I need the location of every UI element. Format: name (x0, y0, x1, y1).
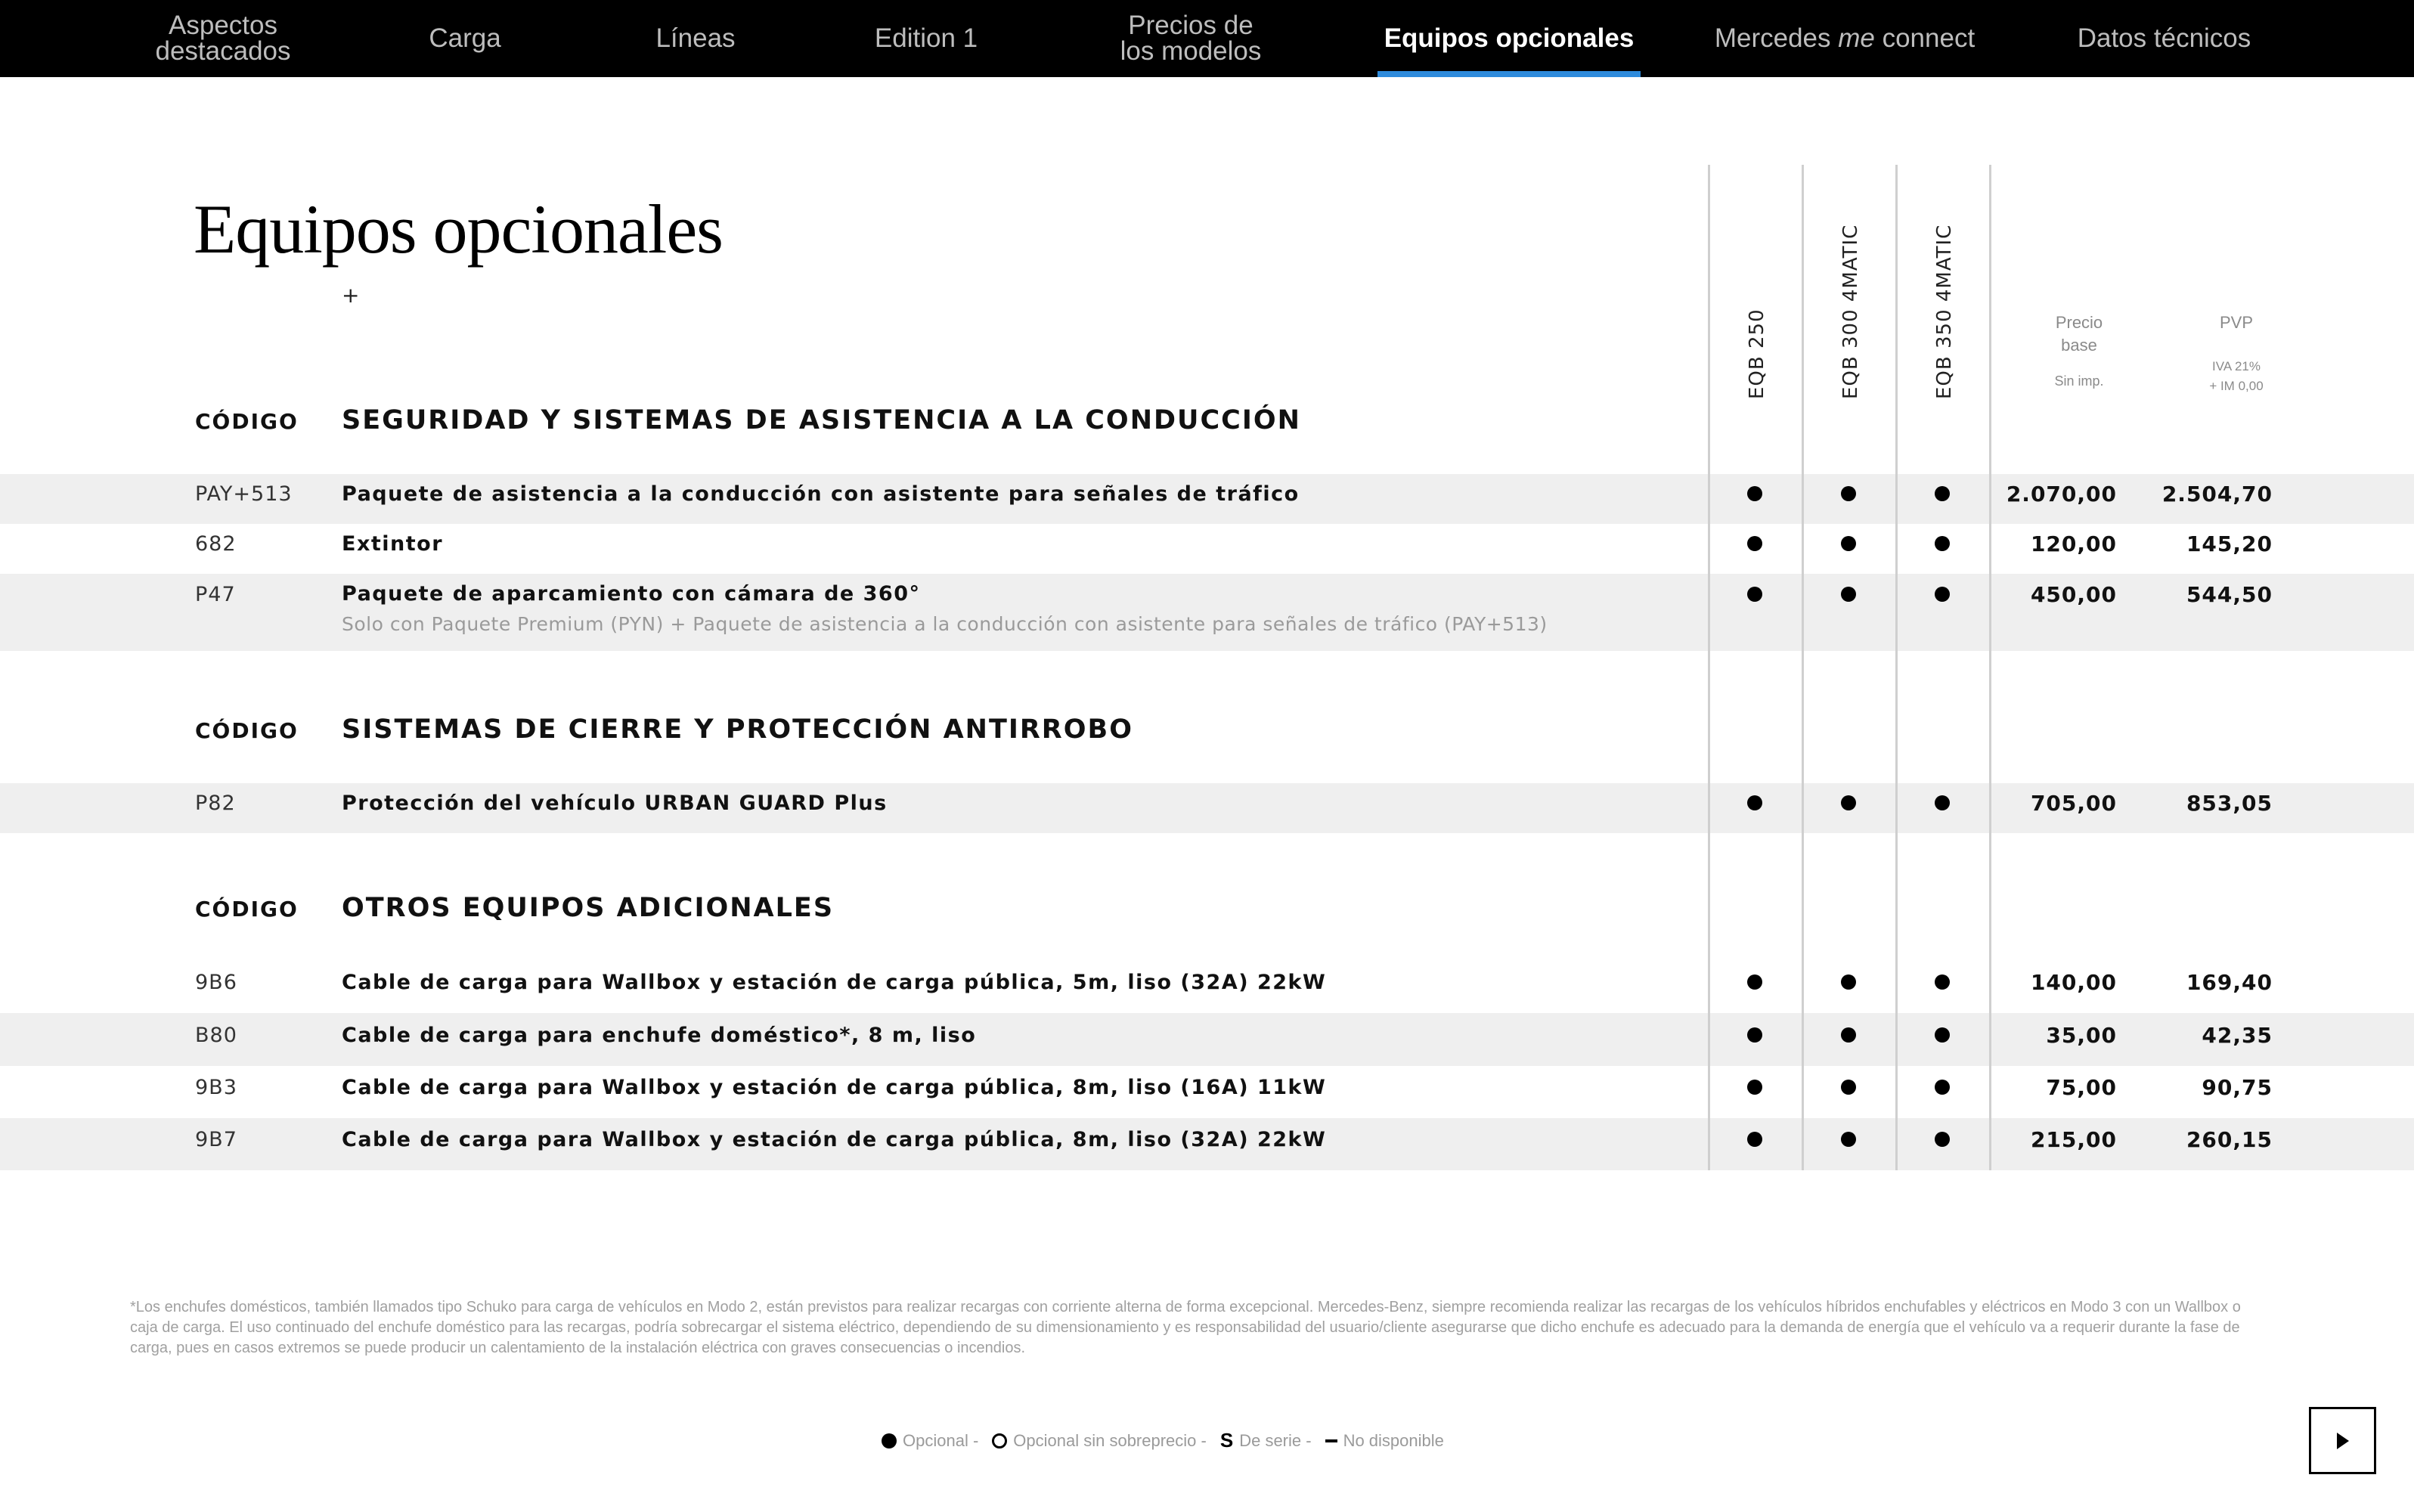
column-header-label: EQB 350 4MATIC (1933, 224, 1956, 399)
row-description: Cable de carga para enchufe doméstico*, 8 m, liso (342, 1024, 977, 1047)
nav-connect-text: connect (1874, 23, 1976, 53)
column-header-eqb-350-4matic (1922, 210, 1967, 399)
precio-base-value: 2.070,00 (2006, 482, 2117, 507)
optional-dot (1841, 1027, 1856, 1043)
open-circle-icon (992, 1433, 1007, 1448)
legend-no-disponible: No disponible (1343, 1430, 1444, 1450)
column-divider (1802, 165, 1804, 1170)
pvp-value: 90,75 (2202, 1075, 2273, 1100)
pvp-value: 260,15 (2186, 1127, 2273, 1152)
nav-tab-mercedes-me-connect[interactable] (1701, 0, 1988, 77)
nav-mercedes-text: Mercedes (1714, 23, 1839, 53)
column-header-label: EQB 250 (1746, 308, 1768, 399)
dash-icon (1325, 1439, 1337, 1442)
column-divider (1895, 165, 1898, 1170)
optional-dot (1935, 587, 1950, 602)
pvp-value: 169,40 (2186, 970, 2273, 995)
row-code: 9B3 (195, 1076, 237, 1099)
optional-dot (1935, 974, 1950, 990)
row-description: Cable de carga para Wallbox y estación de carga pública, 8m, liso (32A) 22kW (342, 1128, 1327, 1151)
row-description: Protección del vehículo URBAN GUARD Plus (342, 792, 888, 815)
nav-tab-edition-1[interactable]: Edition 1 (874, 23, 978, 53)
row-description: Paquete de aparcamiento con cámara de 360° (342, 582, 921, 606)
nav-tab-datos-tecnicos[interactable]: Datos técnicos (2077, 23, 2251, 53)
row-code: P82 (195, 792, 236, 815)
page-title: Equipos opcionales (194, 191, 723, 268)
optional-dot (1747, 1080, 1762, 1095)
precio-base-value: 705,00 (2030, 791, 2117, 816)
precio-base-value: 120,00 (2030, 531, 2117, 556)
row-code: 9B7 (195, 1128, 237, 1151)
optional-dot (1841, 795, 1856, 810)
row-code: B80 (195, 1024, 237, 1047)
optional-dot (1841, 1080, 1856, 1095)
legend (882, 1429, 1444, 1452)
section-code-label: CÓDIGO (195, 718, 299, 743)
precio-base-value: 215,00 (2030, 1127, 2117, 1152)
nav-tab-lineas[interactable]: Líneas (655, 23, 736, 53)
row-description: Cable de carga para Wallbox y estación de carga pública, 8m, liso (16A) 11kW (342, 1076, 1327, 1099)
column-header-pvp (2191, 311, 2282, 396)
pvp-sub1: IVA 21% (2212, 359, 2261, 373)
row-description: Extintor (342, 532, 444, 556)
row-code: PAY+513 (195, 482, 293, 506)
precio-base-line2: base (2061, 336, 2097, 355)
section-code-label: CÓDIGO (195, 409, 299, 434)
optional-dot (1935, 1080, 1950, 1095)
section-title-otros: OTROS EQUIPOS ADICIONALES (342, 893, 835, 923)
optional-dot (1841, 1132, 1856, 1147)
column-divider (1989, 165, 1991, 1170)
column-divider (1708, 165, 1710, 1170)
pvp-value: 2.504,70 (2161, 482, 2273, 507)
precio-base-line1: Precio (2055, 313, 2103, 332)
nav-tab-carga[interactable]: Carga (429, 23, 501, 53)
pvp-value: 544,50 (2186, 582, 2273, 607)
optional-dot (1935, 1027, 1950, 1043)
nav-tab-precios-modelos[interactable]: Precios de los modelos (1120, 11, 1262, 66)
optional-dot (1747, 795, 1762, 810)
plus-marker: + (342, 283, 360, 308)
optional-dot (1935, 536, 1950, 551)
optional-dot (1747, 486, 1762, 501)
optional-dot (1747, 536, 1762, 551)
top-navigation (0, 0, 2414, 77)
optional-dot (1841, 536, 1856, 551)
footnote: *Los enchufes domésticos, también llamados tipo Schuko para carga de vehículos en Modo 2, están previstos para realizar recargas con corriente alterna de forma excepcional. Mercedes-Benz, siempre recomienda realizar las recargas de los vehículos híbridos enchufables y eléctricos en Modo 3 con un Wallbox o caja de carga. El uso continuado del enchufe doméstico para las recargas, podría sobrecargar el sistema eléctrico, dependiendo de su dimensionamiento y es responsabilidad del usuario/cliente asegurarse que dicho enchufe es adecuado para la demanda de energía que el vehículo va a requerir durante la fase de carga, pues en casos extremos se puede producir un calentamiento de la instalación eléctrica con graves consecuencias o incendios. (130, 1299, 2241, 1356)
optional-dot (1935, 795, 1950, 810)
row-note: Solo con Paquete Premium (PYN) + Paquete de asistencia a la conducción con asistente para señales de tráfico (PAY+513) (342, 613, 1548, 635)
nav-tab-equipos-opcionales[interactable]: Equipos opcionales (1384, 23, 1635, 53)
optional-dot (1935, 1132, 1950, 1147)
optional-dot (1841, 974, 1856, 990)
pvp-value: 42,35 (2202, 1023, 2273, 1048)
pvp-value: 145,20 (2186, 531, 2273, 556)
row-description: Paquete de asistencia a la conducción con asistente para señales de tráfico (342, 482, 1300, 506)
column-header-precio-base (2034, 311, 2124, 389)
next-page-button[interactable] (2309, 1407, 2376, 1474)
section-title-cierre: SISTEMAS DE CIERRE Y PROTECCIÓN ANTIRROBO (342, 714, 1133, 745)
precio-base-value: 450,00 (2030, 582, 2117, 607)
column-header-eqb-300-4matic (1828, 210, 1873, 399)
precio-base-sub: Sin imp. (2054, 373, 2104, 389)
pvp-value: 853,05 (2186, 791, 2273, 816)
row-description: Cable de carga para Wallbox y estación de carga pública, 5m, liso (32A) 22kW (342, 971, 1327, 994)
filled-dot-icon (882, 1433, 897, 1448)
optional-dot (1747, 1027, 1762, 1043)
column-header-label: EQB 300 4MATIC (1839, 224, 1862, 399)
row-code: 682 (195, 532, 237, 556)
precio-base-value: 35,00 (2046, 1023, 2117, 1048)
nav-tab-aspectos-destacados[interactable]: Aspectos destacados (155, 11, 291, 66)
column-header-eqb-250 (1734, 210, 1780, 399)
optional-dot (1747, 1132, 1762, 1147)
optional-dot (1935, 486, 1950, 501)
play-triangle-icon (2337, 1433, 2349, 1449)
active-tab-underline (1377, 71, 1641, 77)
precio-base-value: 140,00 (2030, 970, 2117, 995)
section-title-seguridad: SEGURIDAD Y SISTEMAS DE ASISTENCIA A LA CONDUCCIÓN (342, 405, 1301, 435)
optional-dot (1747, 587, 1762, 602)
nav-me-text: me (1838, 23, 1875, 53)
row-code: 9B6 (195, 971, 237, 994)
optional-dot (1841, 486, 1856, 501)
legend-de-serie: De serie - (1239, 1430, 1312, 1450)
optional-dot (1841, 587, 1856, 602)
legend-opcional: Opcional - (903, 1430, 979, 1450)
pvp-sub2: + IM 0,00 (2209, 379, 2264, 393)
section-code-label: CÓDIGO (195, 897, 299, 922)
optional-dot (1747, 974, 1762, 990)
serie-s-icon: S (1219, 1429, 1234, 1452)
legend-opcional-sin: Opcional sin sobreprecio - (1013, 1430, 1207, 1450)
pvp-line1: PVP (2219, 313, 2254, 332)
precio-base-value: 75,00 (2046, 1075, 2117, 1100)
row-code: P47 (195, 583, 236, 606)
